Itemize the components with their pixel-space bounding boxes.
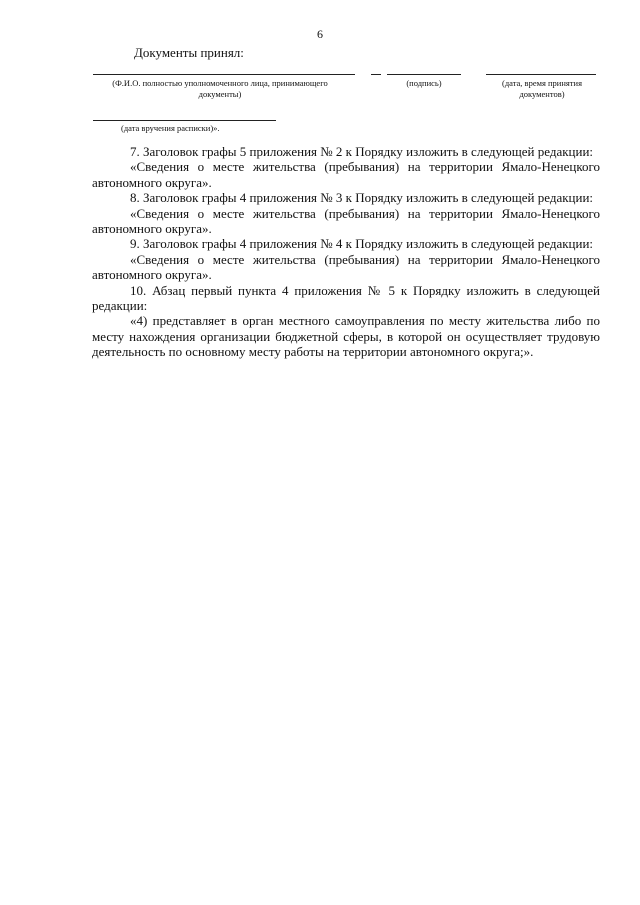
documents-accepted-label: Документы принял:: [134, 45, 244, 60]
paragraph-9-heading: 9. Заголовок графы 4 приложения № 4 к Порядку изложить в следующей редакции:: [130, 236, 594, 252]
paragraph-7-quote: «Сведения о месте жительства (пребывания) на территории Ямало-Ненецкого автономного округа».: [92, 159, 600, 190]
datetime-caption: (дата, время принятия документов): [502, 78, 582, 99]
signature-dash: [371, 74, 381, 75]
paragraph-8-quote: «Сведения о месте жительства (пребывания) на территории Ямало-Ненецкого автономного округа».: [92, 205, 600, 237]
signature-caption: (подпись): [406, 78, 442, 88]
amendments-body: [92, 144, 600, 360]
datetime-line: [486, 74, 596, 75]
paragraph-10-heading: 10. Абзац первый пункта 4 приложения № 5 к Порядку изложить в следующей редакции:: [92, 282, 600, 314]
page-number: 6: [317, 27, 323, 41]
paragraph-10-quote: «4) представляет в орган местного самоуправления по месту жительства либо по месту нахождения организации бюджетной сферы, в которой он осуществляет трудовую деятельность по основному месту работы на территории автономного округа;».: [92, 313, 600, 360]
receipt-date-line: [93, 120, 276, 121]
person-name-caption: (Ф.И.О. полностью уполномоченного лица, принимающего документы): [112, 78, 328, 99]
receipt-date-caption: (дата вручения расписки)».: [121, 123, 220, 133]
signature-line: [387, 74, 461, 75]
paragraph-8-heading: 8. Заголовок графы 4 приложения № 3 к Порядку изложить в следующей редакции:: [130, 190, 594, 206]
person-name-line: [93, 74, 355, 75]
paragraph-9-quote: «Сведения о месте жительства (пребывания) на территории Ямало-Ненецкого автономного округа».: [92, 251, 600, 283]
paragraph-7-heading: 7. Заголовок графы 5 приложения № 2 к Порядку изложить в следующей редакции:: [130, 144, 594, 159]
